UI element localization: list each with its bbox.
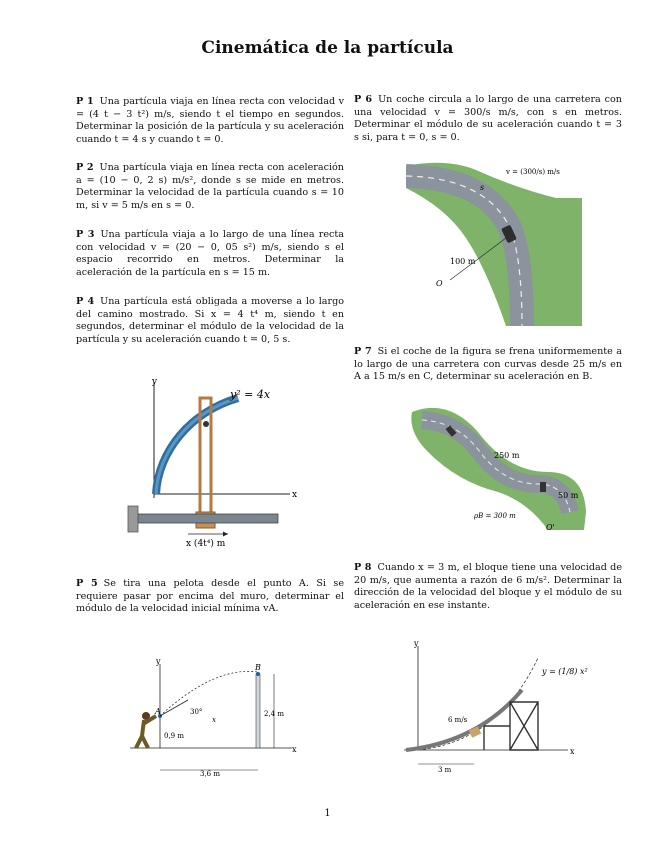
trajectory xyxy=(160,671,258,716)
particle xyxy=(203,421,209,427)
velocity-label: v = (300/s) m/s xyxy=(506,168,560,176)
svg-text:x: x xyxy=(212,716,216,724)
problem-number: P 1 xyxy=(76,96,94,107)
x-axis-label: x xyxy=(292,490,298,500)
car-c xyxy=(540,482,546,492)
figure-p5 xyxy=(124,656,310,780)
figure-p4 xyxy=(120,372,310,552)
figure-p8 xyxy=(398,638,598,778)
problem-number: P 2 xyxy=(76,162,94,173)
problem-text: Cuando x = 3 m, el bloque tiene una velocidad de 20 m/s, que aumenta a razón de 6 m/s². Determinar la dirección de la velocidad del bloque y el módulo de su aceleración en ese instante. xyxy=(354,562,622,611)
page-title: Cinemática de la partícula xyxy=(201,38,454,58)
problem-8 xyxy=(354,562,622,612)
y-axis-label: y xyxy=(156,657,161,666)
arc-label: 250 m xyxy=(494,451,520,460)
y-axis-label: y xyxy=(152,377,158,387)
center-label: O xyxy=(436,279,443,288)
point-b-marker xyxy=(256,672,260,676)
launch-height-label: 0,9 m xyxy=(164,732,184,740)
figure-p7 xyxy=(408,402,590,532)
distance-label: 50 m xyxy=(558,491,579,500)
x-axis-label: x xyxy=(292,745,297,754)
speed-label: 6 m/s xyxy=(448,716,468,724)
problem-text: Una partícula viaja en línea recta con velocidad v = (4 t − 3 t²) m/s, siendo t el tiempo en segundos. Determinar la posición de la partícula y su aceleración cuando t = 4 s y cuando t = 0. xyxy=(76,96,344,145)
curve-label: y = (1/8) x² xyxy=(542,667,588,676)
guide-bar xyxy=(138,514,278,523)
distance-label: 3 m xyxy=(438,766,452,774)
problem-text: Si el coche de la figura se frena uniformemente a lo largo de una carretera con curvas desde 25 m/s en A a 15 m/s en C, determinar su aceleración en B. xyxy=(354,346,623,383)
problem-text: Una partícula viaja en línea recta con aceleración a = (10 − 0, 2 s) m/s², donde s se mide en metros. Determinar la velocidad de la partícula cuando s = 10 m, si v = 5 m/s en s = 0. xyxy=(76,162,344,211)
radius-label: ρB = 300 m xyxy=(474,512,516,520)
point-a-label: A xyxy=(155,707,161,716)
parabola-curve xyxy=(156,398,238,494)
arc-length-label: s xyxy=(480,183,485,192)
problem-2 xyxy=(76,162,344,212)
point-b-label: B xyxy=(255,663,261,672)
x-axis-label: x xyxy=(570,747,575,756)
problem-5 xyxy=(76,578,344,616)
parabola-curve xyxy=(418,658,538,750)
distance-label: 3,6 m xyxy=(200,770,220,778)
figure-p6 xyxy=(406,158,582,326)
problem-3 xyxy=(76,229,344,279)
center-label: O' xyxy=(546,523,555,532)
wall xyxy=(256,674,260,748)
problem-1 xyxy=(76,96,344,146)
wall-support xyxy=(128,506,138,532)
angle-label: 30° xyxy=(190,708,203,716)
truss-structure xyxy=(484,702,538,750)
problem-number: P 4 xyxy=(76,296,95,307)
wall-height-label: 2,4 m xyxy=(264,710,284,718)
velocity-arrow xyxy=(160,700,188,716)
problem-number: P 3 xyxy=(76,229,95,240)
radius-label: 100 m xyxy=(450,257,476,266)
problem-4 xyxy=(76,296,344,346)
dimension-label: x (4t⁴) m xyxy=(186,539,226,549)
curve-label: y² = 4x xyxy=(230,388,271,401)
problem-6 xyxy=(354,94,622,144)
problem-number: P 6 xyxy=(354,94,373,105)
problem-7 xyxy=(354,346,622,384)
problem-text: Se tira una pelota desde el punto A. Si se requiere pasar por encima del muro, determinar el módulo de la velocidad inicial mínima vA. xyxy=(76,578,344,615)
problem-number: P 7 xyxy=(354,346,372,357)
problem-number: P 8 xyxy=(354,562,372,573)
problem-text: Un coche circula a lo largo de una carretera con una velocidad v = 300/s m/s, con s en metros. Determinar el módulo de su aceleración cuando t = 3 s si, para t = 0, s = 0. xyxy=(354,94,622,143)
problem-text: Una partícula está obligada a moverse a lo largo del camino mostrado. Si x = 4 t⁴ m, siendo t en segundos, determinar el módulo de la velocidad de la partícula y su aceleración cuando t = 0, 5 s. xyxy=(76,296,344,345)
problem-number: P 5 xyxy=(76,578,98,589)
problem-text: Una partícula viaja a lo largo de una línea recta con velocidad v = (20 − 0, 05 s²) m/s, siendo s el espacio recorrido en metros. Determinar la aceleración de la partícula en s = 15 m. xyxy=(76,229,344,278)
page-number: 1 xyxy=(324,808,331,819)
y-axis-label: y xyxy=(414,639,419,648)
thrower-figure xyxy=(136,716,156,748)
